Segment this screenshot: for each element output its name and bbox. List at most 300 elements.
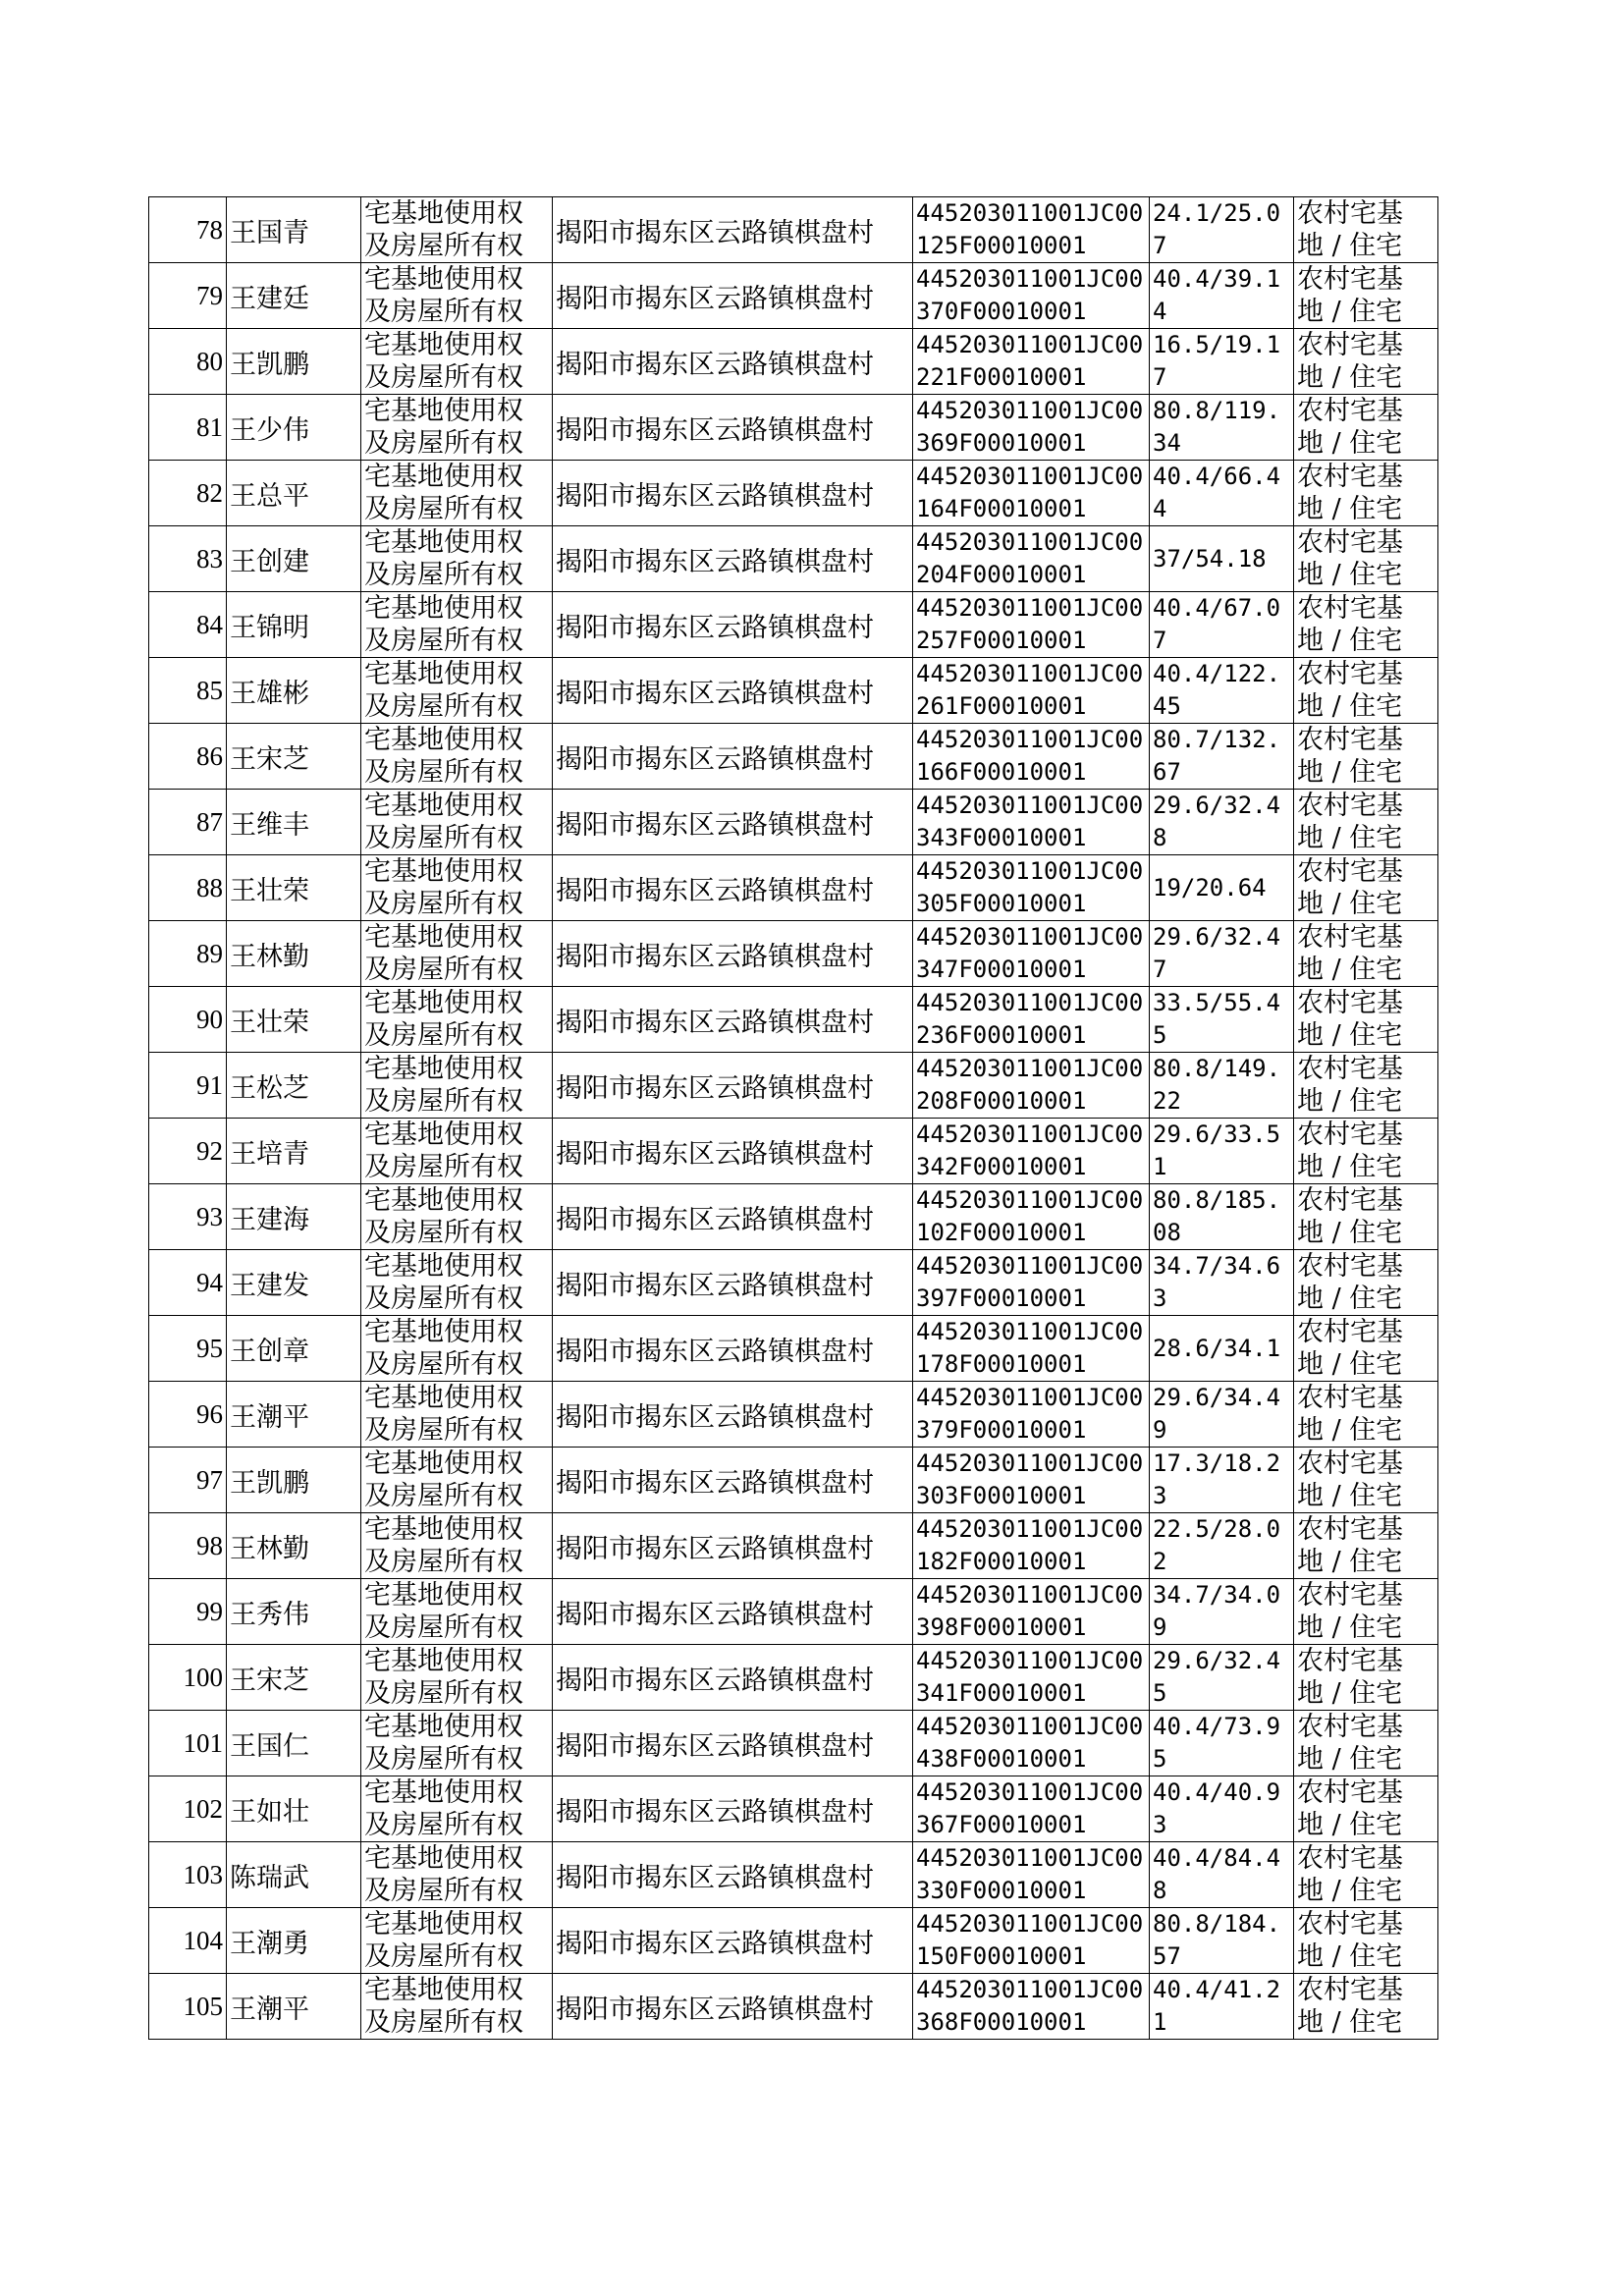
unit-code-cell: 445203011001JC00303F00010001 <box>913 1448 1150 1513</box>
unit-code-cell: 445203011001JC00102F00010001 <box>913 1184 1150 1250</box>
right-type-cell <box>361 329 553 395</box>
row-number-cell: 85 <box>149 658 227 724</box>
right-type-cell-line-2: 及房屋所有权 <box>364 1547 523 1577</box>
row-number-cell: 100 <box>149 1645 227 1711</box>
land-use-cell-line-1: 农村宅基 <box>1297 198 1403 229</box>
right-type-cell-line-1: 宅基地使用权 <box>364 988 523 1018</box>
unit-code-cell: 445203011001JC00257F00010001 <box>913 592 1150 658</box>
table-row <box>149 526 1438 592</box>
land-use-cell <box>1294 197 1438 263</box>
area-cell: 34.7/34.63 <box>1150 1250 1294 1316</box>
row-number-cell: 81 <box>149 395 227 461</box>
right-type-cell-line-1: 宅基地使用权 <box>364 725 523 755</box>
right-type-cell-line-1: 宅基地使用权 <box>364 198 523 229</box>
row-number-cell: 102 <box>149 1776 227 1842</box>
right-type-cell <box>361 1579 553 1645</box>
right-type-cell-line-2: 及房屋所有权 <box>364 626 523 656</box>
right-type-cell-line-2: 及房屋所有权 <box>364 494 523 524</box>
area-cell: 80.8/185.08 <box>1150 1184 1294 1250</box>
land-use-cell <box>1294 1776 1438 1842</box>
area-cell: 40.4/40.93 <box>1150 1776 1294 1842</box>
location-cell: 揭阳市揭东区云路镇棋盘村 <box>553 263 913 329</box>
row-number-cell: 97 <box>149 1448 227 1513</box>
unit-code-cell: 445203011001JC00166F00010001 <box>913 724 1150 790</box>
right-type-cell-line-2: 及房屋所有权 <box>364 362 523 393</box>
land-use-cell <box>1294 855 1438 921</box>
unit-code-cell: 445203011001JC00343F00010001 <box>913 790 1150 855</box>
land-use-cell <box>1294 329 1438 395</box>
location-cell: 揭阳市揭东区云路镇棋盘村 <box>553 1250 913 1316</box>
land-use-cell-line-1: 农村宅基 <box>1297 593 1403 624</box>
unit-code-cell: 445203011001JC00369F00010001 <box>913 395 1150 461</box>
land-use-cell-line-1: 农村宅基 <box>1297 527 1403 558</box>
unit-code-cell: 445203011001JC00347F00010001 <box>913 921 1150 987</box>
area-cell: 40.4/73.95 <box>1150 1711 1294 1776</box>
right-type-cell-line-1: 宅基地使用权 <box>364 330 523 360</box>
owner-name-cell: 王凯鹏 <box>227 329 361 395</box>
right-type-cell <box>361 197 553 263</box>
unit-code-cell: 445203011001JC00164F00010001 <box>913 461 1150 526</box>
location-cell: 揭阳市揭东区云路镇棋盘村 <box>553 790 913 855</box>
location-cell: 揭阳市揭东区云路镇棋盘村 <box>553 1974 913 2040</box>
land-use-cell <box>1294 461 1438 526</box>
land-use-cell-line-2: 地 / 住宅 <box>1297 1876 1403 1906</box>
right-type-cell <box>361 592 553 658</box>
right-type-cell-line-1: 宅基地使用权 <box>364 659 523 689</box>
location-cell: 揭阳市揭东区云路镇棋盘村 <box>553 526 913 592</box>
area-cell: 40.4/66.44 <box>1150 461 1294 526</box>
right-type-cell-line-1: 宅基地使用权 <box>364 264 523 295</box>
owner-name-cell: 王雄彬 <box>227 658 361 724</box>
location-cell: 揭阳市揭东区云路镇棋盘村 <box>553 1316 913 1382</box>
right-type-cell-line-1: 宅基地使用权 <box>364 1580 523 1611</box>
land-use-cell-line-1: 农村宅基 <box>1297 396 1403 426</box>
location-cell: 揭阳市揭东区云路镇棋盘村 <box>553 1908 913 1974</box>
table-row <box>149 921 1438 987</box>
location-cell: 揭阳市揭东区云路镇棋盘村 <box>553 1711 913 1776</box>
row-number-cell: 93 <box>149 1184 227 1250</box>
area-cell: 37/54.18 <box>1150 526 1294 592</box>
right-type-cell-line-2: 及房屋所有权 <box>364 955 523 985</box>
unit-code-cell: 445203011001JC00125F00010001 <box>913 197 1150 263</box>
unit-code-cell: 445203011001JC00221F00010001 <box>913 329 1150 395</box>
table-row <box>149 1974 1438 2040</box>
location-cell: 揭阳市揭东区云路镇棋盘村 <box>553 724 913 790</box>
land-use-cell <box>1294 1119 1438 1184</box>
location-cell: 揭阳市揭东区云路镇棋盘村 <box>553 1053 913 1119</box>
owner-name-cell: 王宋芝 <box>227 724 361 790</box>
table-row <box>149 1579 1438 1645</box>
table-row <box>149 1908 1438 1974</box>
row-number-cell: 90 <box>149 987 227 1053</box>
land-use-cell <box>1294 1579 1438 1645</box>
land-use-cell-line-1: 农村宅基 <box>1297 1448 1403 1479</box>
row-number-cell: 104 <box>149 1908 227 1974</box>
land-use-cell-line-1: 农村宅基 <box>1297 1843 1403 1874</box>
owner-name-cell: 王创章 <box>227 1316 361 1382</box>
table-row <box>149 1250 1438 1316</box>
land-use-cell-line-2: 地 / 住宅 <box>1297 494 1403 524</box>
location-cell: 揭阳市揭东区云路镇棋盘村 <box>553 987 913 1053</box>
owner-name-cell: 王建发 <box>227 1250 361 1316</box>
location-cell: 揭阳市揭东区云路镇棋盘村 <box>553 658 913 724</box>
unit-code-cell: 445203011001JC00150F00010001 <box>913 1908 1150 1974</box>
location-cell: 揭阳市揭东区云路镇棋盘村 <box>553 1842 913 1908</box>
land-use-cell <box>1294 724 1438 790</box>
right-type-cell-line-2: 及房屋所有权 <box>364 1415 523 1446</box>
land-use-cell-line-2: 地 / 住宅 <box>1297 1349 1403 1380</box>
land-use-cell-line-1: 农村宅基 <box>1297 791 1403 821</box>
land-use-cell-line-2: 地 / 住宅 <box>1297 428 1403 459</box>
row-number-cell: 101 <box>149 1711 227 1776</box>
row-number-cell: 88 <box>149 855 227 921</box>
right-type-cell-line-2: 及房屋所有权 <box>364 1218 523 1248</box>
land-use-cell-line-2: 地 / 住宅 <box>1297 1415 1403 1446</box>
right-type-cell <box>361 1974 553 2040</box>
unit-code-cell: 445203011001JC00182F00010001 <box>913 1513 1150 1579</box>
land-use-cell-line-1: 农村宅基 <box>1297 1120 1403 1150</box>
table-row <box>149 658 1438 724</box>
land-use-cell-line-2: 地 / 住宅 <box>1297 1086 1403 1117</box>
table-row <box>149 1842 1438 1908</box>
right-type-cell <box>361 461 553 526</box>
right-type-cell <box>361 1711 553 1776</box>
land-use-cell-line-2: 地 / 住宅 <box>1297 560 1403 590</box>
owner-name-cell: 王潮平 <box>227 1382 361 1448</box>
owner-name-cell: 王秀伟 <box>227 1579 361 1645</box>
area-cell: 19/20.64 <box>1150 855 1294 921</box>
land-use-cell <box>1294 1053 1438 1119</box>
right-type-cell-line-2: 及房屋所有权 <box>364 1349 523 1380</box>
owner-name-cell: 王创建 <box>227 526 361 592</box>
unit-code-cell: 445203011001JC00341F00010001 <box>913 1645 1150 1711</box>
location-cell: 揭阳市揭东区云路镇棋盘村 <box>553 592 913 658</box>
area-cell: 16.5/19.17 <box>1150 329 1294 395</box>
area-cell: 29.6/34.49 <box>1150 1382 1294 1448</box>
owner-name-cell: 王林勤 <box>227 1513 361 1579</box>
right-type-cell <box>361 1184 553 1250</box>
right-type-cell-line-1: 宅基地使用权 <box>364 1383 523 1413</box>
owner-name-cell: 王壮荣 <box>227 987 361 1053</box>
unit-code-cell: 445203011001JC00397F00010001 <box>913 1250 1150 1316</box>
land-use-cell <box>1294 1513 1438 1579</box>
right-type-cell-line-2: 及房屋所有权 <box>364 1481 523 1511</box>
table-row <box>149 1382 1438 1448</box>
location-cell: 揭阳市揭东区云路镇棋盘村 <box>553 1119 913 1184</box>
right-type-cell-line-2: 及房屋所有权 <box>364 1876 523 1906</box>
area-cell: 29.6/33.51 <box>1150 1119 1294 1184</box>
right-type-cell-line-2: 及房屋所有权 <box>364 1612 523 1643</box>
land-use-cell-line-2: 地 / 住宅 <box>1297 1612 1403 1643</box>
right-type-cell-line-1: 宅基地使用权 <box>364 1185 523 1216</box>
land-use-cell-line-2: 地 / 住宅 <box>1297 1547 1403 1577</box>
land-use-cell-line-2: 地 / 住宅 <box>1297 2007 1403 2038</box>
row-number-cell: 80 <box>149 329 227 395</box>
land-use-cell <box>1294 987 1438 1053</box>
right-type-cell <box>361 1448 553 1513</box>
right-type-cell <box>361 1513 553 1579</box>
land-use-cell <box>1294 1908 1438 1974</box>
land-use-cell-line-1: 农村宅基 <box>1297 659 1403 689</box>
right-type-cell-line-1: 宅基地使用权 <box>364 1909 523 1940</box>
land-use-cell-line-1: 农村宅基 <box>1297 1514 1403 1545</box>
location-cell: 揭阳市揭东区云路镇棋盘村 <box>553 329 913 395</box>
land-use-cell <box>1294 1448 1438 1513</box>
row-number-cell: 92 <box>149 1119 227 1184</box>
land-use-cell <box>1294 263 1438 329</box>
area-cell: 40.4/84.48 <box>1150 1842 1294 1908</box>
right-type-cell <box>361 1316 553 1382</box>
table-row <box>149 1119 1438 1184</box>
land-use-cell-line-1: 农村宅基 <box>1297 922 1403 953</box>
right-type-cell-line-2: 及房屋所有权 <box>364 1678 523 1709</box>
unit-code-cell: 445203011001JC00379F00010001 <box>913 1382 1150 1448</box>
owner-name-cell: 王国青 <box>227 197 361 263</box>
right-type-cell <box>361 263 553 329</box>
row-number-cell: 103 <box>149 1842 227 1908</box>
right-type-cell-line-1: 宅基地使用权 <box>364 1514 523 1545</box>
row-number-cell: 96 <box>149 1382 227 1448</box>
right-type-cell-line-1: 宅基地使用权 <box>364 1120 523 1150</box>
right-type-cell-line-1: 宅基地使用权 <box>364 856 523 887</box>
row-number-cell: 87 <box>149 790 227 855</box>
land-use-cell-line-1: 农村宅基 <box>1297 988 1403 1018</box>
location-cell: 揭阳市揭东区云路镇棋盘村 <box>553 461 913 526</box>
land-use-cell-line-2: 地 / 住宅 <box>1297 297 1403 327</box>
right-type-cell-line-2: 及房屋所有权 <box>364 889 523 919</box>
land-use-cell <box>1294 790 1438 855</box>
area-cell: 40.4/41.21 <box>1150 1974 1294 2040</box>
land-use-cell <box>1294 395 1438 461</box>
land-use-cell-line-1: 农村宅基 <box>1297 462 1403 492</box>
unit-code-cell: 445203011001JC00204F00010001 <box>913 526 1150 592</box>
unit-code-cell: 445203011001JC00330F00010001 <box>913 1842 1150 1908</box>
owner-name-cell: 王壮荣 <box>227 855 361 921</box>
location-cell: 揭阳市揭东区云路镇棋盘村 <box>553 1645 913 1711</box>
row-number-cell: 98 <box>149 1513 227 1579</box>
location-cell: 揭阳市揭东区云路镇棋盘村 <box>553 855 913 921</box>
right-type-cell-line-1: 宅基地使用权 <box>364 922 523 953</box>
location-cell: 揭阳市揭东区云路镇棋盘村 <box>553 1184 913 1250</box>
unit-code-cell: 445203011001JC00368F00010001 <box>913 1974 1150 2040</box>
land-use-cell-line-2: 地 / 住宅 <box>1297 1218 1403 1248</box>
land-use-cell-line-2: 地 / 住宅 <box>1297 691 1403 722</box>
land-use-cell-line-2: 地 / 住宅 <box>1297 1020 1403 1051</box>
table-row <box>149 461 1438 526</box>
land-use-cell-line-2: 地 / 住宅 <box>1297 1744 1403 1775</box>
unit-code-cell: 445203011001JC00398F00010001 <box>913 1579 1150 1645</box>
row-number-cell: 86 <box>149 724 227 790</box>
owner-name-cell: 王凯鹏 <box>227 1448 361 1513</box>
right-type-cell-line-2: 及房屋所有权 <box>364 2007 523 2038</box>
row-number-cell: 105 <box>149 1974 227 2040</box>
area-cell: 80.8/184.57 <box>1150 1908 1294 1974</box>
row-number-cell: 84 <box>149 592 227 658</box>
location-cell: 揭阳市揭东区云路镇棋盘村 <box>553 1382 913 1448</box>
right-type-cell-line-1: 宅基地使用权 <box>364 791 523 821</box>
unit-code-cell: 445203011001JC00438F00010001 <box>913 1711 1150 1776</box>
area-cell: 34.7/34.09 <box>1150 1579 1294 1645</box>
property-rights-table <box>148 196 1438 2040</box>
owner-name-cell: 王总平 <box>227 461 361 526</box>
table-row <box>149 1645 1438 1711</box>
owner-name-cell: 陈瑞武 <box>227 1842 361 1908</box>
land-use-cell-line-2: 地 / 住宅 <box>1297 1810 1403 1840</box>
right-type-cell-line-2: 及房屋所有权 <box>364 1086 523 1117</box>
right-type-cell-line-1: 宅基地使用权 <box>364 593 523 624</box>
right-type-cell <box>361 1842 553 1908</box>
land-use-cell-line-2: 地 / 住宅 <box>1297 626 1403 656</box>
table-row <box>149 987 1438 1053</box>
land-use-cell-line-2: 地 / 住宅 <box>1297 823 1403 853</box>
table-row <box>149 1053 1438 1119</box>
table-row <box>149 592 1438 658</box>
land-use-cell <box>1294 658 1438 724</box>
land-use-cell-line-1: 农村宅基 <box>1297 1185 1403 1216</box>
right-type-cell-line-2: 及房屋所有权 <box>364 757 523 788</box>
right-type-cell <box>361 1250 553 1316</box>
owner-name-cell: 王锦明 <box>227 592 361 658</box>
location-cell: 揭阳市揭东区云路镇棋盘村 <box>553 1776 913 1842</box>
land-use-cell-line-1: 农村宅基 <box>1297 1712 1403 1742</box>
table-row <box>149 724 1438 790</box>
owner-name-cell: 王宋芝 <box>227 1645 361 1711</box>
table-row <box>149 855 1438 921</box>
land-use-cell <box>1294 1316 1438 1382</box>
right-type-cell-line-2: 及房屋所有权 <box>364 823 523 853</box>
land-use-cell-line-2: 地 / 住宅 <box>1297 1941 1403 1972</box>
right-type-cell-line-2: 及房屋所有权 <box>364 560 523 590</box>
area-cell: 29.6/32.47 <box>1150 921 1294 987</box>
right-type-cell-line-2: 及房屋所有权 <box>364 691 523 722</box>
right-type-cell-line-2: 及房屋所有权 <box>364 297 523 327</box>
right-type-cell <box>361 855 553 921</box>
table-row <box>149 1776 1438 1842</box>
right-type-cell <box>361 395 553 461</box>
owner-name-cell: 王潮勇 <box>227 1908 361 1974</box>
land-use-cell-line-2: 地 / 住宅 <box>1297 757 1403 788</box>
land-use-cell-line-2: 地 / 住宅 <box>1297 1678 1403 1709</box>
row-number-cell: 91 <box>149 1053 227 1119</box>
owner-name-cell: 王潮平 <box>227 1974 361 2040</box>
land-use-cell <box>1294 1250 1438 1316</box>
right-type-cell <box>361 1119 553 1184</box>
land-use-cell <box>1294 921 1438 987</box>
unit-code-cell: 445203011001JC00367F00010001 <box>913 1776 1150 1842</box>
land-use-cell <box>1294 1645 1438 1711</box>
land-use-cell-line-2: 地 / 住宅 <box>1297 1481 1403 1511</box>
land-use-cell-line-1: 农村宅基 <box>1297 264 1403 295</box>
land-use-cell <box>1294 1382 1438 1448</box>
land-use-cell-line-2: 地 / 住宅 <box>1297 1152 1403 1182</box>
location-cell: 揭阳市揭东区云路镇棋盘村 <box>553 395 913 461</box>
row-number-cell: 82 <box>149 461 227 526</box>
table-row <box>149 197 1438 263</box>
table-row <box>149 790 1438 855</box>
land-use-cell-line-1: 农村宅基 <box>1297 1646 1403 1676</box>
owner-name-cell: 王松芝 <box>227 1053 361 1119</box>
right-type-cell <box>361 526 553 592</box>
area-cell: 17.3/18.23 <box>1150 1448 1294 1513</box>
row-number-cell: 99 <box>149 1579 227 1645</box>
owner-name-cell: 王国仁 <box>227 1711 361 1776</box>
table-row <box>149 1316 1438 1382</box>
location-cell: 揭阳市揭东区云路镇棋盘村 <box>553 1513 913 1579</box>
right-type-cell-line-1: 宅基地使用权 <box>364 1251 523 1282</box>
land-use-cell-line-1: 农村宅基 <box>1297 725 1403 755</box>
right-type-cell-line-2: 及房屋所有权 <box>364 1810 523 1840</box>
right-type-cell-line-2: 及房屋所有权 <box>364 231 523 261</box>
land-use-cell-line-2: 地 / 住宅 <box>1297 362 1403 393</box>
right-type-cell-line-1: 宅基地使用权 <box>364 1777 523 1808</box>
owner-name-cell: 王林勤 <box>227 921 361 987</box>
area-cell: 24.1/25.07 <box>1150 197 1294 263</box>
table-row <box>149 329 1438 395</box>
row-number-cell: 89 <box>149 921 227 987</box>
table-row <box>149 1513 1438 1579</box>
right-type-cell-line-1: 宅基地使用权 <box>364 1448 523 1479</box>
unit-code-cell: 445203011001JC00370F00010001 <box>913 263 1150 329</box>
land-use-cell-line-1: 农村宅基 <box>1297 1054 1403 1084</box>
area-cell: 80.8/119.34 <box>1150 395 1294 461</box>
land-use-cell-line-1: 农村宅基 <box>1297 1580 1403 1611</box>
land-use-cell-line-1: 农村宅基 <box>1297 1317 1403 1347</box>
right-type-cell-line-2: 及房屋所有权 <box>364 1020 523 1051</box>
row-number-cell: 94 <box>149 1250 227 1316</box>
area-cell: 29.6/32.45 <box>1150 1645 1294 1711</box>
right-type-cell-line-2: 及房屋所有权 <box>364 428 523 459</box>
land-use-cell-line-1: 农村宅基 <box>1297 1909 1403 1940</box>
owner-name-cell: 王如壮 <box>227 1776 361 1842</box>
right-type-cell-line-1: 宅基地使用权 <box>364 462 523 492</box>
land-use-cell <box>1294 1711 1438 1776</box>
unit-code-cell: 445203011001JC00178F00010001 <box>913 1316 1150 1382</box>
owner-name-cell: 王建海 <box>227 1184 361 1250</box>
land-use-cell <box>1294 1184 1438 1250</box>
area-cell: 33.5/55.45 <box>1150 987 1294 1053</box>
area-cell: 29.6/32.48 <box>1150 790 1294 855</box>
location-cell: 揭阳市揭东区云路镇棋盘村 <box>553 921 913 987</box>
location-cell: 揭阳市揭东区云路镇棋盘村 <box>553 1579 913 1645</box>
table-row <box>149 1448 1438 1513</box>
unit-code-cell: 445203011001JC00261F00010001 <box>913 658 1150 724</box>
right-type-cell <box>361 1382 553 1448</box>
right-type-cell-line-1: 宅基地使用权 <box>364 1712 523 1742</box>
land-use-cell-line-1: 农村宅基 <box>1297 330 1403 360</box>
land-use-cell-line-2: 地 / 住宅 <box>1297 231 1403 261</box>
area-cell: 80.8/149.22 <box>1150 1053 1294 1119</box>
right-type-cell <box>361 658 553 724</box>
owner-name-cell: 王维丰 <box>227 790 361 855</box>
location-cell: 揭阳市揭东区云路镇棋盘村 <box>553 197 913 263</box>
land-use-cell <box>1294 526 1438 592</box>
unit-code-cell: 445203011001JC00236F00010001 <box>913 987 1150 1053</box>
location-cell: 揭阳市揭东区云路镇棋盘村 <box>553 1448 913 1513</box>
right-type-cell-line-1: 宅基地使用权 <box>364 1843 523 1874</box>
right-type-cell-line-1: 宅基地使用权 <box>364 396 523 426</box>
row-number-cell: 95 <box>149 1316 227 1382</box>
area-cell: 28.6/34.1 <box>1150 1316 1294 1382</box>
right-type-cell-line-1: 宅基地使用权 <box>364 527 523 558</box>
table-row <box>149 1711 1438 1776</box>
unit-code-cell: 445203011001JC00208F00010001 <box>913 1053 1150 1119</box>
right-type-cell <box>361 1645 553 1711</box>
land-use-cell-line-1: 农村宅基 <box>1297 1975 1403 2005</box>
area-cell: 22.5/28.02 <box>1150 1513 1294 1579</box>
area-cell: 40.4/122.45 <box>1150 658 1294 724</box>
right-type-cell <box>361 1776 553 1842</box>
area-cell: 80.7/132.67 <box>1150 724 1294 790</box>
